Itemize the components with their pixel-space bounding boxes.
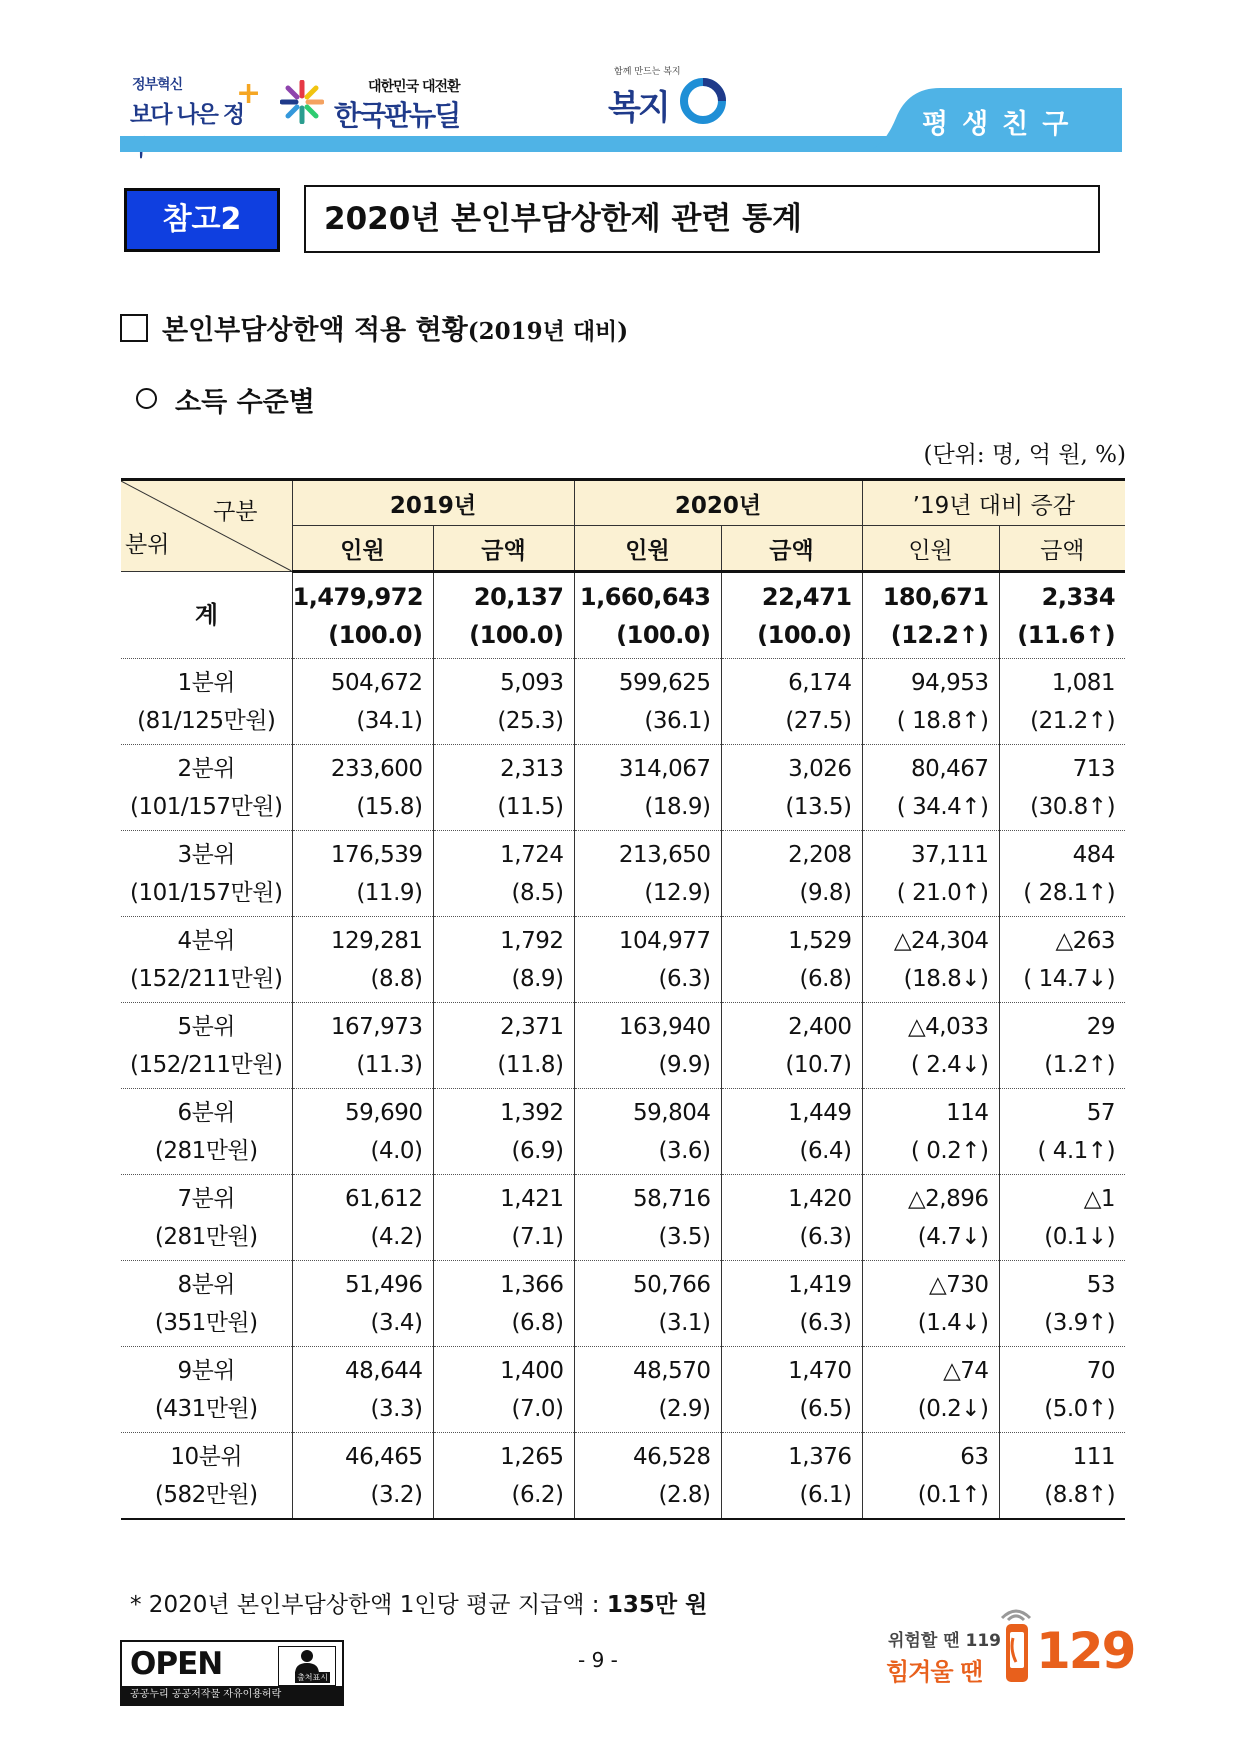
table-cell — [292, 1003, 433, 1089]
table-total-row — [121, 572, 1125, 659]
row-label-cell — [121, 659, 292, 745]
korean-new-deal-logo — [280, 74, 480, 134]
cell-value: 2,371 — [500, 1013, 564, 1040]
table-cell — [574, 1089, 721, 1175]
cell-value: 2,400 — [788, 1013, 852, 1040]
cell-value: 713 — [1072, 755, 1116, 782]
welfare-logo-small-text: 함께 만드는 복지 — [614, 67, 681, 77]
cell-value: 37,111 — [911, 841, 989, 868]
table-cell — [999, 1003, 1125, 1089]
cell-value: 1,392 — [500, 1099, 564, 1126]
cell-percent: ( 21.0↑) — [896, 879, 989, 906]
cell-percent: (11.5) — [497, 793, 564, 820]
cell-value: 1,724 — [500, 841, 564, 868]
cell-value: 1,265 — [500, 1443, 564, 1470]
cell-value: 22,471 — [761, 582, 852, 611]
cell-value: 163,940 — [618, 1013, 711, 1040]
helpline-number: 129 — [1036, 1622, 1135, 1680]
table-row — [121, 1433, 1125, 1520]
cell-percent: (27.5) — [785, 707, 852, 734]
row-sublabel: (101/157만원) — [130, 793, 283, 820]
cell-percent: (4.2) — [370, 1223, 423, 1250]
cell-percent: (6.5) — [799, 1395, 852, 1422]
table-cell — [721, 1003, 862, 1089]
sub-heading — [136, 380, 315, 419]
cell-value: △263 — [1055, 927, 1116, 954]
table-cell — [721, 572, 862, 659]
cell-value: 1,470 — [788, 1357, 852, 1384]
row-label: 6분위 — [177, 1099, 236, 1126]
cell-value: 1,479,972 — [292, 582, 424, 611]
table-cell — [433, 572, 574, 659]
table-cell — [999, 1261, 1125, 1347]
table-cell — [292, 917, 433, 1003]
newdeal-logo-small-text: 대한민국 대전환 — [368, 79, 460, 95]
row-sublabel: (281만원) — [154, 1223, 258, 1250]
cell-percent: (3.9↑) — [1044, 1309, 1116, 1336]
cell-value: 3,026 — [788, 755, 852, 782]
cell-value: 1,660,643 — [579, 582, 711, 611]
table-cell — [999, 831, 1125, 917]
table-cell — [433, 745, 574, 831]
signal-icon — [996, 1602, 1036, 1622]
table-cell — [862, 917, 999, 1003]
income-level-table — [121, 478, 1125, 1520]
cell-value: 504,672 — [330, 669, 423, 696]
cell-value: 57 — [1086, 1099, 1116, 1126]
table-cell — [433, 1175, 574, 1261]
row-label-cell — [121, 831, 292, 917]
cell-percent: (4.0) — [370, 1137, 423, 1164]
table-cell — [862, 659, 999, 745]
cell-percent: (0.1↓) — [1044, 1223, 1116, 1250]
cell-value: 53 — [1086, 1271, 1116, 1298]
cell-percent: ( 0.2↑) — [910, 1137, 989, 1164]
group-header-2019: 2019년 — [292, 480, 574, 526]
cell-value: 58,716 — [633, 1185, 711, 1212]
cell-value: 1,081 — [1051, 669, 1116, 696]
cell-value: 129,281 — [330, 927, 423, 954]
table-cell — [862, 1433, 999, 1520]
cell-value: 1,400 — [500, 1357, 564, 1384]
cell-value: 104,977 — [618, 927, 711, 954]
checkbox-square-icon — [120, 314, 148, 342]
welfare-logo-big-text: 복지 — [608, 88, 668, 128]
cell-percent: (8.8) — [370, 965, 423, 992]
table-cell — [862, 831, 999, 917]
cell-percent: (6.1) — [799, 1481, 852, 1508]
row-sublabel: (582만원) — [154, 1481, 258, 1508]
cell-value: 59,690 — [345, 1099, 423, 1126]
row-sublabel: (152/211만원) — [130, 1051, 283, 1078]
group-header-change: ’19년 대비 증감 — [862, 480, 1125, 526]
table-cell — [862, 1261, 999, 1347]
cell-value: 213,650 — [618, 841, 711, 868]
cell-percent: (4.7↓) — [917, 1223, 989, 1250]
cell-percent: (12.9) — [644, 879, 711, 906]
helpline-line1: 위험할 땐 119 — [888, 1631, 1002, 1651]
row-sublabel: (101/157만원) — [130, 879, 283, 906]
row-label: 계 — [194, 601, 218, 629]
cell-percent: (13.5) — [785, 793, 852, 820]
cell-value: 46,528 — [633, 1443, 711, 1470]
cell-percent: (8.8↑) — [1044, 1481, 1116, 1508]
table-cell — [999, 1347, 1125, 1433]
cell-percent: (15.8) — [356, 793, 423, 820]
table-row — [121, 659, 1125, 745]
cell-percent: (3.3) — [370, 1395, 423, 1422]
table-cell — [292, 659, 433, 745]
welfare-logo — [604, 64, 734, 134]
section-heading-text: 본인부담상한액 적용 현황 — [162, 315, 468, 346]
table-cell — [292, 745, 433, 831]
footnote-text: * 2020년 본인부담상한액 1인당 평균 지급액 : — [130, 1592, 607, 1618]
cell-percent: ( 2.4↓) — [910, 1051, 989, 1078]
row-label-cell — [121, 745, 292, 831]
helpline-logo — [876, 1600, 1135, 1708]
cell-value: 1,376 — [788, 1443, 852, 1470]
row-label-cell — [121, 1003, 292, 1089]
cell-value: 111 — [1072, 1443, 1116, 1470]
cell-percent: (100.0) — [757, 620, 852, 649]
cell-percent: (6.8) — [511, 1309, 564, 1336]
cell-percent: (11.8) — [497, 1051, 564, 1078]
table-cell — [433, 1347, 574, 1433]
table-row — [121, 1261, 1125, 1347]
cell-value: 1,449 — [788, 1099, 852, 1126]
cell-percent: (5.0↑) — [1044, 1395, 1116, 1422]
table-row — [121, 1003, 1125, 1089]
subcol-header: 인원 — [292, 526, 433, 572]
table-cell — [721, 1261, 862, 1347]
row-label-cell — [121, 1261, 292, 1347]
cell-percent: (2.8) — [658, 1481, 711, 1508]
table-cell — [292, 572, 433, 659]
starburst-icon — [280, 80, 324, 124]
cell-percent: (3.4) — [370, 1309, 423, 1336]
cell-percent: ( 34.4↑) — [896, 793, 989, 820]
cell-percent: (34.1) — [356, 707, 423, 734]
plus-icon: + — [236, 76, 262, 111]
cell-percent: (6.3) — [799, 1309, 852, 1336]
table-cell — [999, 1433, 1125, 1520]
cell-percent: (0.1↑) — [917, 1481, 989, 1508]
cell-value: 314,067 — [618, 755, 711, 782]
table-cell — [574, 745, 721, 831]
cell-value: 29 — [1086, 1013, 1116, 1040]
cell-percent: (6.3) — [799, 1223, 852, 1250]
cell-percent: (3.1) — [658, 1309, 711, 1336]
cell-value: △24,304 — [893, 927, 989, 954]
table-cell — [433, 831, 574, 917]
cell-percent: (1.4↓) — [917, 1309, 989, 1336]
cell-percent: (21.2↑) — [1030, 707, 1116, 734]
cell-value: 46,465 — [345, 1443, 423, 1470]
table-cell — [433, 659, 574, 745]
subcol-header: 인원 — [574, 526, 721, 572]
cell-percent: ( 4.1↑) — [1037, 1137, 1116, 1164]
table-row — [121, 917, 1125, 1003]
reference-badge: 참고2 — [124, 188, 280, 252]
cell-percent: (7.1) — [511, 1223, 564, 1250]
subcol-header: 금액 — [999, 526, 1125, 572]
newdeal-logo-big-text: 한국판뉴딜 — [334, 99, 460, 132]
sub-heading-text: 소득 수준별 — [175, 387, 315, 418]
table-cell — [721, 745, 862, 831]
cell-percent: (18.9) — [644, 793, 711, 820]
unit-label: (단위: 명, 억 원, %) — [923, 442, 1126, 468]
table-row — [121, 1347, 1125, 1433]
cell-value: 80,467 — [911, 755, 989, 782]
cell-value: 1,529 — [788, 927, 852, 954]
table-corner-header — [121, 480, 292, 572]
cell-percent: (25.3) — [497, 707, 564, 734]
cell-value: 1,420 — [788, 1185, 852, 1212]
govt-logo-big-text: 보다 나은 정 — [130, 102, 244, 128]
cell-percent: (2.9) — [658, 1395, 711, 1422]
table-row — [121, 1089, 1125, 1175]
open-license-word: OPEN — [130, 1646, 223, 1682]
table-row — [121, 1175, 1125, 1261]
row-label: 10분위 — [170, 1443, 243, 1470]
row-label: 8분위 — [177, 1271, 236, 1298]
cell-percent: (1.2↑) — [1044, 1051, 1116, 1078]
subcol-header: 금액 — [721, 526, 862, 572]
table-cell — [999, 1089, 1125, 1175]
cell-percent: (7.0) — [511, 1395, 564, 1422]
cell-percent: (11.9) — [356, 879, 423, 906]
row-sublabel: (281만원) — [154, 1137, 258, 1164]
table-cell — [574, 1261, 721, 1347]
cell-percent: (6.9) — [511, 1137, 564, 1164]
cell-value: 48,570 — [633, 1357, 711, 1384]
table-cell — [574, 572, 721, 659]
cell-percent: (30.8↑) — [1030, 793, 1116, 820]
cell-value: 70 — [1086, 1357, 1116, 1384]
footnote — [130, 1586, 707, 1619]
cell-value: 176,539 — [330, 841, 423, 868]
row-label: 7분위 — [177, 1185, 236, 1212]
table-cell — [721, 1433, 862, 1520]
cell-percent: (36.1) — [644, 707, 711, 734]
attribution-label: 출처표시 — [297, 1673, 328, 1682]
cell-value: 20,137 — [473, 582, 564, 611]
cell-percent: (6.3) — [658, 965, 711, 992]
row-sublabel: (351만원) — [154, 1309, 258, 1336]
cell-value: 2,208 — [788, 841, 852, 868]
cell-value: 1,419 — [788, 1271, 852, 1298]
table-cell — [292, 1433, 433, 1520]
section-heading-suffix: (2019년 대비) — [467, 318, 629, 345]
cell-value: 6,174 — [788, 669, 852, 696]
cell-percent: (8.5) — [511, 879, 564, 906]
open-license-caption: 공공누리 공공저작물 자유이용허락 — [122, 1686, 342, 1704]
govt-logo-small-text: 정부혁신 — [132, 77, 183, 93]
table-cell — [862, 1347, 999, 1433]
cell-percent: (9.9) — [658, 1051, 711, 1078]
cell-value: 94,953 — [911, 669, 989, 696]
cell-value: 63 — [960, 1443, 989, 1470]
cell-percent: ( 14.7↓) — [1023, 965, 1116, 992]
cell-value: △4,033 — [907, 1013, 989, 1040]
row-label-cell — [121, 1089, 292, 1175]
cell-percent: (10.7) — [785, 1051, 852, 1078]
page-title: 2020년 본인부담상한제 관련 통계 — [304, 185, 1100, 253]
row-label: 3분위 — [177, 841, 236, 868]
govt-innovation-logo — [130, 74, 260, 136]
table-cell — [999, 745, 1125, 831]
cell-value: 2,334 — [1041, 582, 1116, 611]
cell-value: 50,766 — [633, 1271, 711, 1298]
cell-value: 48,644 — [345, 1357, 423, 1384]
cell-value: 114 — [946, 1099, 989, 1126]
row-label: 5분위 — [177, 1013, 236, 1040]
table-cell — [292, 1175, 433, 1261]
table-cell — [999, 917, 1125, 1003]
table-cell — [574, 1175, 721, 1261]
row-label: 1분위 — [177, 669, 236, 696]
table-cell — [721, 659, 862, 745]
table-cell — [292, 1261, 433, 1347]
cell-value: △2,896 — [907, 1185, 989, 1212]
table-row — [121, 745, 1125, 831]
table-cell — [433, 917, 574, 1003]
row-sublabel: (152/211만원) — [130, 965, 283, 992]
cell-percent: (6.8) — [799, 965, 852, 992]
cell-value: 180,671 — [882, 582, 989, 611]
table-cell — [862, 745, 999, 831]
cell-percent: (6.2) — [511, 1481, 564, 1508]
group-header-2020: 2020년 — [574, 480, 862, 526]
cell-percent: (11.3) — [356, 1051, 423, 1078]
table-cell — [433, 1003, 574, 1089]
cell-value: 167,973 — [330, 1013, 423, 1040]
header-tab-label: 평생친구 — [922, 109, 1083, 140]
table-cell — [999, 572, 1125, 659]
table-cell — [574, 831, 721, 917]
header-tab — [860, 88, 1122, 152]
table-cell — [574, 1433, 721, 1520]
cell-value: 1,366 — [500, 1271, 564, 1298]
cell-percent: (6.4) — [799, 1137, 852, 1164]
table-cell — [862, 1175, 999, 1261]
cell-percent: ( 28.1↑) — [1023, 879, 1116, 906]
row-sublabel: (431만원) — [154, 1395, 258, 1422]
table-cell — [433, 1261, 574, 1347]
table-cell — [721, 917, 862, 1003]
section-heading — [120, 308, 628, 347]
cell-percent: (100.0) — [469, 620, 564, 649]
table-cell — [862, 572, 999, 659]
circle-bullet-icon — [136, 388, 157, 409]
table-cell — [433, 1089, 574, 1175]
open-license-badge — [120, 1640, 344, 1706]
table-cell — [292, 831, 433, 917]
table-cell — [574, 1003, 721, 1089]
table-cell — [721, 1347, 862, 1433]
row-label: 9분위 — [177, 1357, 236, 1384]
phone-icon — [1004, 1622, 1030, 1684]
corner-bottom-label: 분위 — [125, 532, 170, 558]
table-row — [121, 831, 1125, 917]
cell-value: 59,804 — [633, 1099, 711, 1126]
row-label-cell — [121, 1433, 292, 1520]
row-label-cell — [121, 572, 292, 659]
table-cell — [574, 917, 721, 1003]
table-cell — [862, 1089, 999, 1175]
cell-percent: (0.2↓) — [917, 1395, 989, 1422]
row-label-cell — [121, 917, 292, 1003]
table-cell — [292, 1089, 433, 1175]
row-label-cell — [121, 1175, 292, 1261]
table-cell — [862, 1003, 999, 1089]
cell-value: 5,093 — [500, 669, 564, 696]
cell-percent: (11.6↑) — [1017, 620, 1116, 649]
table-cell — [721, 831, 862, 917]
table-cell — [721, 1089, 862, 1175]
subcol-header: 인원 — [862, 526, 999, 572]
row-label: 2분위 — [177, 755, 236, 782]
cell-percent: (12.2↑) — [890, 620, 989, 649]
cell-value: △74 — [943, 1357, 989, 1384]
cell-percent: (18.8↓) — [903, 965, 989, 992]
row-label-cell — [121, 1347, 292, 1433]
footnote-value: 135만 원 — [606, 1592, 708, 1618]
helpline-line2: 힘겨울 땐 — [886, 1658, 983, 1686]
cell-percent: (3.6) — [658, 1137, 711, 1164]
cell-percent: (100.0) — [328, 620, 423, 649]
cell-percent: (100.0) — [616, 620, 711, 649]
cell-value: 1,792 — [500, 927, 564, 954]
cell-percent: (3.5) — [658, 1223, 711, 1250]
cell-percent: (9.8) — [799, 879, 852, 906]
row-label: 4분위 — [177, 927, 236, 954]
table-cell — [574, 659, 721, 745]
cell-value: 484 — [1072, 841, 1116, 868]
corner-top-label: 구분 — [213, 499, 258, 525]
cell-value: 51,496 — [345, 1271, 423, 1298]
table-cell — [292, 1347, 433, 1433]
table-cell — [999, 1175, 1125, 1261]
cell-value: 599,625 — [618, 669, 711, 696]
cell-value: 2,313 — [500, 755, 564, 782]
row-sublabel: (81/125만원) — [137, 707, 276, 734]
subcol-header: 금액 — [433, 526, 574, 572]
ring-icon — [678, 76, 728, 126]
table-cell — [433, 1433, 574, 1520]
cell-percent: ( 18.8↑) — [896, 707, 989, 734]
table-cell — [574, 1347, 721, 1433]
cell-percent: (3.2) — [370, 1481, 423, 1508]
cell-value: △730 — [928, 1271, 989, 1298]
cell-value: 233,600 — [330, 755, 423, 782]
cell-value: 1,421 — [500, 1185, 564, 1212]
table-cell — [721, 1175, 862, 1261]
page-number: - 9 - — [578, 1648, 618, 1672]
cell-percent: (8.9) — [511, 965, 564, 992]
cell-value: △1 — [1083, 1185, 1116, 1212]
table-cell — [999, 659, 1125, 745]
cell-value: 61,612 — [345, 1185, 423, 1212]
